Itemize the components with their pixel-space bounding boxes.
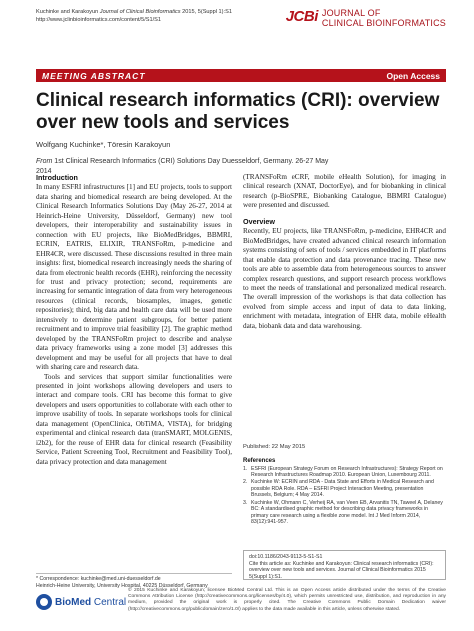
correspondence: [36, 573, 232, 589]
biomed-central-logo: [36, 594, 126, 610]
citation-authors: Kuchinke and Karakoyun: [36, 9, 99, 15]
license-text: © 2015 Kuchinke and Karakoyun; licensee BioMed Central Ltd. This is an Open Access article distributed under the terms of the Creative Commons Attribution License (http://creativecommons.org/licenses/by/4.0), which permits unrestricted use, distribution, and reproduction in any medium, provided the original work is properly cited. The Creative Commons Public Domain Dedication waiver (http://creativecommons.org/publicdomain/zero/1.0/) applies to the data made available in this article, unless otherwise stated.: [128, 588, 446, 612]
right-column: [243, 173, 446, 331]
overview-heading: Overview: [243, 216, 275, 226]
from-label: From: [36, 158, 53, 165]
intro-paragraph-2: Tools and services that support similar functionalities were presented in joint workshops allowing developers and users to interact and compare tools. CRI has become this format to give developers and users opportunities to collaborate with each other to improve usability of tools. In separate workshops tools for clinical data management (OpenClinica, ObTiMA, VISTA), for bridging experimental and clinical research data (tranSMART, MOLGENIS, i2b2), for the reuse of EHR data for clinical research (Feasibility Service, Patient Screening Tool, Recruitment and Feasibility Tool), data privacy protection and data management: [36, 372, 232, 466]
reference-number: 1.: [243, 465, 248, 472]
logo-bold: BioMed: [55, 596, 92, 608]
overview-paragraph-1: Recently, EU projects, like TRANSFoRm, p-medicine, EHR4CR and BioMedBridges, have created advanced clinical research information systems consisting of sets of tools / services embedded in IT platforms that enable data protection and data provenance tracing. These new tools are able to assemble data from heterogeneous sources to answer complex research questions, and support research process workflows to meet the needs of translational and personalized medical research. The overall impression of the workshops is that data collection has evolved from simple access and input of data to data linking, enrichment with metadata, integration of EHR data, mobile eHealth data, biobank data and data warehousing.: [243, 227, 446, 330]
references-list: [243, 466, 446, 526]
doi-link[interactable]: doi:10.1186/2043-9113-5-S1-S1: [249, 554, 323, 560]
intro-paragraph-1: In many ESFRI infrastructures [1] and EU projects, tools to support data sharing and biomedical research are being developed. At the Clinical Research Informatics Solutions Day (May 26-27, 2014 at Heinrich-Heine University, Düsseldorf, Germany) new tool developers, their interoperability and sustainability issues in connection with EU projects, like BioMedBridges, BBMRI, ECRIN, EATRIS, ELIXIR, TRANSFoRm, p-medicine and EHR4CR, were discussed. These discussions resulted in three main insights: first, biomedical research increasingly needs the sharing of data from electronic health records (EHR), reinforcing the necessity for trust and privacy protection; second, requirements are increasing for semantic integration of data from very heterogeneous resources (clinical records, biosamples, images, genetic repositories); third, big data and health care data will be used more intensively to determine patient subgroups, for better patient recruitment and to improve trial feasibility [2]. The graphic method developed by the TRANSFoRm project to describe and analyse data privacy frameworks using a zone model [3] addresses this development and may be useful for all projects that have to deal with sharing care and research data.: [36, 183, 232, 372]
article-type-banner: [36, 69, 446, 82]
cite-article-box: [243, 550, 446, 580]
conference-text: 1st Clinical Research Informatics (CRI) Solutions Day Duesseldorf, Germany. 26-27 May 2014: [36, 158, 329, 175]
biomed-wordmark: [55, 597, 126, 608]
reference-number: 2.: [243, 479, 248, 486]
article-url-link[interactable]: http://www.jclinbioinformatics.com/content/5/S1/S1: [36, 17, 161, 23]
reference-item: [243, 479, 446, 499]
reference-item: [243, 466, 446, 479]
article-title: Clinical research informatics (CRI): overview over new tools and services: [36, 90, 440, 133]
cite-text: Cite this article as: Kuchinke and Karakoyun: Clinical research informatics (CRI): overview over new tools and services. Journal of Clinical Bioinformatics 2015 5(Suppl 1):S1.: [249, 560, 434, 580]
open-access-label: Open Access: [386, 70, 440, 81]
biomed-circle-icon: [36, 594, 52, 610]
logo-light: Central: [91, 596, 127, 608]
introduction-heading: Introduction: [36, 173, 78, 182]
page-header: [36, 8, 446, 48]
author-list: Wolfgang Kuchinke*, Töresin Karakoyun: [36, 140, 171, 149]
article-type-label: MEETING ABSTRACT: [42, 70, 146, 81]
citation-volume: 2015, 5(Suppl 1):S1: [182, 9, 232, 15]
reference-number: 3.: [243, 499, 248, 506]
journal-name-line1: JOURNAL OF: [321, 8, 381, 18]
correspondence-affiliation: Heinrich-Heine University, University Hospital, 40225 Düsseldorf, Germany: [36, 582, 208, 589]
intro-paragraph-3: (TRANSFoRm eCRF, mobile eHealth Solution), for imaging in clinical research (XNAT, DoctorEye), and for biobanking in clinical research (p-BioSPRE, Biobanking Catalogue, BBMRI Catalogue) were presented and discussed.: [243, 173, 446, 210]
jcbi-logo-mark: JCBi: [285, 8, 318, 25]
published-date: Published: 22 May 2015: [243, 444, 306, 450]
left-column: [36, 173, 232, 467]
reference-item: [243, 500, 446, 526]
references-section: [243, 458, 446, 526]
reference-text: ESFRI (European Strategy Forum on Research Infrastructures): Strategy Report on Research Infrastructures Roadmap 2010. European Union, Luxembourg 2011.: [251, 465, 443, 479]
correspondence-email[interactable]: * Correspondence: kuchinke@med.uni-duesseldorf.de: [36, 576, 161, 582]
references-heading: References: [243, 458, 276, 464]
journal-logo: [286, 8, 446, 28]
citation-journal: Journal of Clinical Bioinformatics: [99, 9, 181, 15]
journal-name-line2: CLINICAL BIOINFORMATICS: [321, 18, 446, 28]
reference-text: Kuchinke W, Ohmann C, Verheij RA, van Veen EB, Arvanitis TN, Taweel A, Delaney BC: A standardised graphic method for describing data privacy frameworks in primary care research using a flexible zone model. Int J Med Inform 2014, 83(12):941-957.: [251, 499, 443, 526]
reference-text: Kuchinke W: ECRIN and RDA - Data State and Efforts in Medical Research and possible RDA Role. RDA – ESFRI Project Interaction Meeting, presentation Brussels, Belgium; 4 May 2014.: [251, 479, 434, 499]
